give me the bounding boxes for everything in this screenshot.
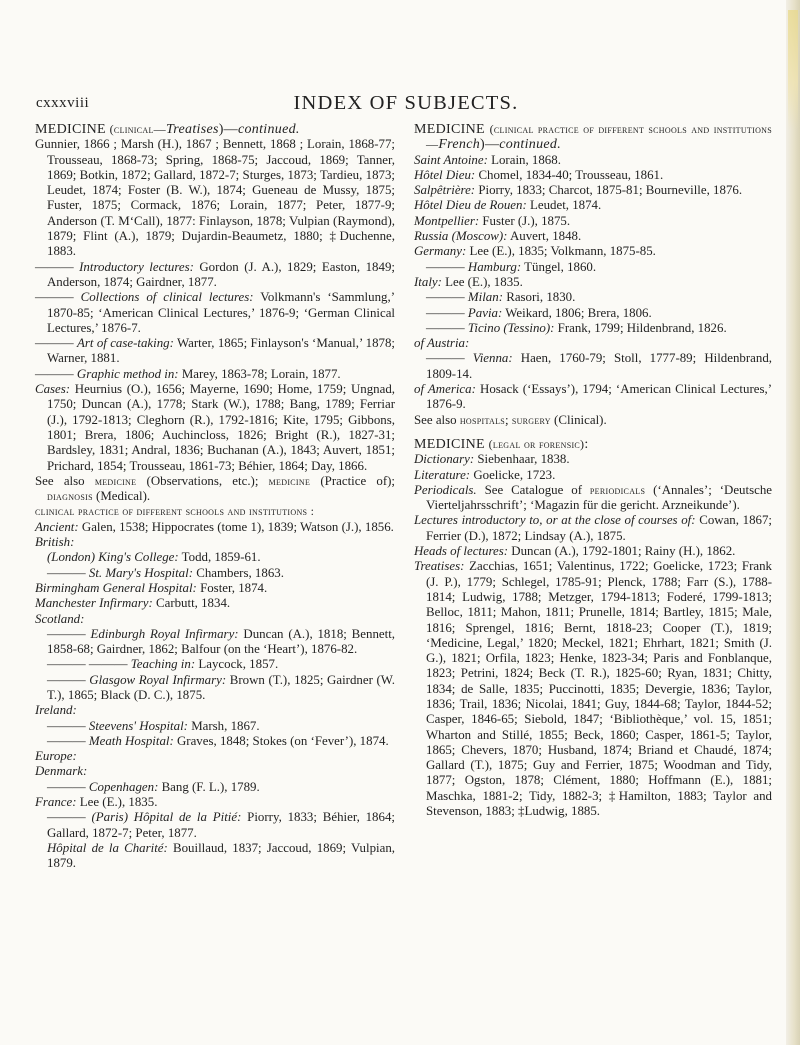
index-entry bbox=[35, 734, 395, 749]
index-entry bbox=[35, 550, 395, 565]
index-entry bbox=[414, 229, 772, 244]
index-term: Manchester Infirmary: bbox=[35, 596, 153, 611]
entry-text: (Medical). bbox=[92, 489, 151, 504]
entry-text: Zacchias, 1651; Valentinus, 1722; Goelicke, 1723; Frank (J. P.), 1779; Schlegel, 1785-91; Plenck, 1788; Farr (S.), 1788-1814; Ludwig, 1788; Metzger, 1794-1813; Foderé, 1799-1813; Belloc, 1811; Mahon, 1811; Prunelle, 1814; Bartley, 1815; Male, 1816; Sprengel, 1816; Bernt, 1818-23; Cooper (T.), 1819; ‘Medicine, Legal,’ 1820; Meckel, 1821; Ehrhart, 1821; Smith (J. G.), 1821; Orfila, 1823; Henke, 1823-34; Paris and Fonblanque, 1823; Petrini, 1824; Beck (T. R.), 1825-60; Ryan, 1831; Chitty, 1834; de Salle, 1835; Puccinotti, 1835; Devergie, 1836; Taylor, 1836; Trail, 1836; Nicolai, 1841; Guy, 1844-68; Taylor, 1844-52; Casper, 1846-65; Siebold, 1847; ‘Bibliothèque,’ vol. 15, 1851; Wharton and Stillé, 1855; Beck, 1860; Casper, 1861-5; Taylor, 1865; Chevers, 1870; Husband, 1874; Briand et Chaudé, 1874; Gallard (T.), 1875; Guy and Ferrier, 1875; Woodman and Tidy, 1877; Ogston, 1878; Clément, 1880; Hoffmann (E.), 1881; Maschka, 1881-2; Tidy, 1882-3; ‡Hamilton, 1883; Taylor and Stevenson, 1883; ‡Ludwig, 1885. bbox=[426, 559, 772, 819]
index-term: Copenhagen: bbox=[88, 779, 159, 794]
index-entry bbox=[414, 452, 772, 467]
index-entry bbox=[35, 703, 395, 718]
entry-text: )— bbox=[218, 122, 238, 137]
entry-text: Gordon (J. A.), 1829; Easton, 1849; Anderson, 1874; Gairdner, 1877. bbox=[47, 259, 395, 289]
index-entry bbox=[35, 367, 395, 382]
index-entry bbox=[414, 483, 772, 514]
index-term: (Paris) Hôpital de la Pitié: bbox=[91, 810, 242, 825]
index-entry bbox=[35, 566, 395, 581]
left-column bbox=[35, 122, 395, 872]
entry-text: Piorry, 1833; Charcot, 1875-81; Bourneville, 1876. bbox=[475, 183, 743, 198]
entry-text: ——— bbox=[35, 366, 77, 381]
entry-text: Laycock, 1857. bbox=[195, 657, 279, 672]
entry-text: Piorry, 1833; Béhier, 1864; Gallard, 1872-7; Peter, 1877. bbox=[47, 810, 395, 840]
index-term: Ancient: bbox=[35, 519, 79, 534]
cross-reference: medicine bbox=[94, 473, 137, 488]
entry-text: Carbutt, 1834. bbox=[152, 596, 231, 611]
entry-text: Haen, 1760-79; Stoll, 1777-89; Hildenbrand, 1809-14. bbox=[426, 351, 772, 381]
index-entry bbox=[35, 780, 395, 795]
index-entry bbox=[35, 260, 395, 291]
index-entry bbox=[414, 306, 772, 321]
index-entry bbox=[414, 513, 772, 544]
index-heading bbox=[414, 437, 772, 452]
cross-reference: periodicals bbox=[589, 482, 646, 497]
index-entry bbox=[35, 795, 395, 810]
index-term: Pavia: bbox=[467, 305, 503, 320]
entry-text: See also bbox=[414, 412, 460, 427]
entry-text: Auvert, 1848. bbox=[507, 229, 582, 244]
cross-reference: (legal or forensic) bbox=[488, 436, 585, 451]
entry-text: Duncan (A.), 1818; Bennett, 1858-68; Gairdner, 1862; Balfour (on the ‘Heart’), 1876-82. bbox=[47, 626, 395, 657]
entry-text: Rasori, 1830. bbox=[503, 290, 576, 305]
entry-text: ——— bbox=[47, 672, 90, 687]
index-term: of America: bbox=[414, 382, 476, 397]
index-entry bbox=[414, 559, 772, 819]
index-term: Hamburg: bbox=[467, 259, 522, 274]
entry-text: Fuster (J.), 1875. bbox=[479, 213, 571, 228]
entry-text: Heurnius (O.), 1656; Mayerne, 1690; Home, 1759; Ungnad, 1750; Duncan (A.), 1778; Stark (W.), 1788; Bang, 1789; Ferriar (J.), 1792-1813; Cleghorn (R.), 1792-1816; Kite, 1795; Gibbons, 1801; Brera, 1806; Auchincloss, 1826; Bright (R.), 1827-31; Bardsley, 1831; Andral, 1836; Buchanan (A.), 1843; Auvert, 1851; Prichard, 1854; Trousseau, 1861-73; Béhier, 1864; Day, 1866. bbox=[47, 382, 395, 473]
index-term: Dictionary: bbox=[414, 452, 475, 467]
page-spine-edge bbox=[786, 0, 800, 1045]
entry-text: Bang (F. L.), 1789. bbox=[158, 779, 260, 794]
entry-text: ——— bbox=[47, 733, 89, 748]
index-entry bbox=[35, 810, 395, 841]
entry-text: Bouillaud, 1837; Jaccoud, 1869; Vulpian, 1879. bbox=[47, 840, 395, 871]
entry-text: Lorain, 1868. bbox=[487, 152, 561, 167]
entry-text: Chambers, 1863. bbox=[193, 565, 284, 580]
index-entry bbox=[35, 520, 395, 535]
entry-text: (‘Annales’; ‘Deutsche Vierteljahrsschrift’; ‘Magazin für die gericht. Arzneikunde’). bbox=[426, 482, 772, 513]
index-term: Denmark: bbox=[35, 764, 88, 779]
entry-text: MEDICINE bbox=[414, 436, 489, 452]
index-entry bbox=[414, 321, 772, 336]
index-term: Steevens' Hospital: bbox=[88, 718, 188, 733]
entry-text: MEDICINE bbox=[35, 122, 110, 137]
entry-text: Chomel, 1834-40; Trousseau, 1861. bbox=[475, 167, 664, 182]
entry-text: : bbox=[584, 436, 589, 452]
index-entry bbox=[414, 468, 772, 483]
entry-text: ——— bbox=[35, 290, 81, 305]
entry-text: Marey, 1863-78; Lorain, 1877. bbox=[178, 366, 341, 381]
entry-text: Lee (E.), 1835. bbox=[441, 274, 523, 289]
entry-text: (Clinical). bbox=[550, 412, 607, 427]
entry-text: ——— bbox=[47, 779, 89, 794]
entry-text: Foster, 1874. bbox=[196, 580, 268, 595]
index-term: Glasgow Royal Infirmary: bbox=[89, 672, 227, 687]
entry-text: Hosack (‘Essays’), 1794; ‘American Clinical Lectures,’ 1876-9. bbox=[426, 382, 772, 412]
index-entry bbox=[35, 382, 395, 474]
index-entry bbox=[35, 749, 395, 764]
entry-text: Graves, 1848; Stokes (on ‘Fever’), 1874. bbox=[173, 733, 389, 748]
entry-text: ——— bbox=[426, 259, 468, 274]
index-term: Germany: bbox=[414, 244, 467, 259]
index-entry bbox=[35, 596, 395, 611]
index-term: Ireland: bbox=[35, 703, 77, 718]
index-term: Ticino (Tessino): bbox=[467, 320, 555, 335]
entry-text: Lee (E.), 1835; Volkmann, 1875-85. bbox=[466, 244, 656, 259]
entry-text: Leudet, 1874. bbox=[526, 198, 602, 213]
index-term: Hôtel Dieu de Rouen: bbox=[414, 198, 527, 213]
entry-text: ——— bbox=[35, 336, 78, 351]
entry-text: Cowan, 1867; Ferrier (D.), 1872; Lindsay (A.), 1875. bbox=[426, 513, 772, 543]
index-entry bbox=[35, 764, 395, 779]
cross-reference: clinical practice of different schools and institutions : bbox=[35, 504, 315, 519]
entry-text: Tüngel, 1860. bbox=[521, 259, 597, 274]
entry-text: Todd, 1859-61. bbox=[178, 550, 261, 565]
entry-text: Galen, 1538; Hippocrates (tome 1), 1839; Watson (J.), 1856. bbox=[78, 519, 394, 534]
index-entry bbox=[35, 290, 395, 336]
index-term: continued. bbox=[499, 137, 562, 153]
entry-text: Goelicke, 1723. bbox=[470, 467, 556, 482]
running-header bbox=[36, 92, 776, 116]
index-entry bbox=[414, 413, 772, 428]
entry-text: (Observations, etc.); bbox=[136, 473, 269, 488]
entry-text: ——— bbox=[426, 305, 468, 320]
entry-text: Gunnier, 1866 ; Marsh (H.), 1867 ; Bennett, 1868 ; Lorain, 1868-77; Trousseau, 1868-73; Spring, 1868-75; Jaccoud, 1869; Tanner, 1869; Botkin, 1872; Gallard, 1872-7; Sturges, 1873; Tardieu, 1873; Leudet, 1874; Foster (B. W.), 1874; Gueneau de Mussy, 1875; Fuster, 1875; Cormack, 1876; Lorain, 1877; Peter, 1877-9; Anderson (T. M‘Call), 1877: Finlayson, 1878; Vulpian (Raymond), 1879; Flint (A.), 1879; Dujardin-Beaumetz, 1880; ‡Duchenne, 1883. bbox=[35, 137, 395, 259]
index-term: St. Mary's Hospital: bbox=[88, 565, 193, 580]
index-entry bbox=[414, 244, 772, 259]
page-title: INDEX OF SUBJECTS. bbox=[293, 92, 519, 114]
index-entry bbox=[35, 336, 395, 367]
index-term: of Austria: bbox=[414, 336, 470, 351]
index-term: (London) King's College: bbox=[47, 550, 179, 565]
index-entry bbox=[414, 260, 772, 275]
index-term: Russia (Moscow): bbox=[414, 229, 508, 244]
index-entry bbox=[414, 214, 772, 229]
section-gap bbox=[414, 428, 772, 437]
entry-text: ——— bbox=[35, 259, 80, 274]
index-term: France: bbox=[35, 795, 77, 810]
index-entry bbox=[414, 153, 772, 168]
index-entry bbox=[35, 719, 395, 734]
entry-text: (Practice of); bbox=[310, 473, 395, 488]
index-entry bbox=[414, 544, 772, 559]
entry-text: ——— bbox=[426, 351, 473, 366]
index-term: Cases: bbox=[35, 382, 71, 397]
entry-text: Lee (E.), 1835. bbox=[76, 795, 158, 810]
index-heading bbox=[414, 122, 772, 153]
index-entry bbox=[35, 612, 395, 627]
entry-text: Marsh, 1867. bbox=[187, 718, 260, 733]
index-term: Milan: bbox=[467, 290, 503, 305]
cross-reference: medicine bbox=[268, 473, 311, 488]
index-term: Scotland: bbox=[35, 611, 85, 626]
index-term: French bbox=[438, 137, 481, 153]
entry-text: ——— bbox=[47, 810, 92, 825]
index-entry bbox=[35, 137, 395, 259]
entry-text: ——— bbox=[47, 718, 89, 733]
index-term: British: bbox=[35, 535, 75, 550]
index-entry bbox=[414, 290, 772, 305]
entry-text: Brown (T.), 1825; Gairdner (W. T.), 1865; Black (D. C.), 1875. bbox=[47, 672, 395, 702]
page-edge-stain bbox=[788, 10, 798, 130]
index-entry bbox=[35, 504, 395, 519]
index-entry bbox=[35, 841, 395, 872]
index-entry bbox=[35, 673, 395, 704]
index-entry bbox=[35, 535, 395, 550]
index-term: Hôtel Dieu: bbox=[414, 167, 476, 182]
index-term: continued. bbox=[237, 122, 300, 137]
entry-text: MEDICINE bbox=[414, 122, 490, 137]
entry-text: Volkmann's ‘Sammlung,’ 1870-85; ‘American Clinical Lectures,’ 1876-9; ‘German Clinical Lectures,’ 1876-7. bbox=[47, 290, 395, 335]
index-entry bbox=[414, 183, 772, 198]
entry-text: Weikard, 1806; Brera, 1806. bbox=[502, 305, 652, 320]
entry-text: ——— bbox=[47, 626, 91, 641]
index-term: Europe: bbox=[35, 749, 77, 764]
index-term: Periodicals. bbox=[414, 482, 477, 497]
index-term: Graphic method in: bbox=[76, 366, 179, 381]
index-term: Montpellier: bbox=[414, 213, 480, 228]
index-entry bbox=[414, 198, 772, 213]
index-term: Treatises bbox=[165, 122, 219, 137]
entry-text: Warter, 1865; Finlayson's ‘Manual,’ 1878; Warner, 1881. bbox=[47, 336, 395, 366]
cross-reference: hospitals bbox=[459, 412, 506, 427]
entry-text: ——— bbox=[47, 565, 89, 580]
entry-text: ——— bbox=[426, 320, 468, 335]
cross-reference: diagnosis bbox=[47, 489, 93, 504]
entry-text: ——— bbox=[426, 290, 468, 305]
index-term: Lectures introductory to, or at the close of courses of: bbox=[414, 513, 696, 528]
entry-text: ; bbox=[505, 412, 512, 427]
index-term: Collections of clinical lectures: bbox=[80, 290, 254, 305]
index-entry bbox=[414, 168, 772, 183]
index-term: Italy: bbox=[414, 274, 442, 289]
index-term: Vienna: bbox=[472, 351, 513, 366]
index-term: Meath Hospital: bbox=[88, 733, 174, 748]
index-term: Literature: bbox=[414, 467, 471, 482]
index-term: Heads of lectures: bbox=[414, 544, 509, 559]
entry-text: See also bbox=[35, 473, 95, 488]
right-column bbox=[414, 122, 772, 819]
index-entry bbox=[35, 657, 395, 672]
cross-reference: (clinical— bbox=[109, 122, 166, 136]
index-entry bbox=[35, 474, 395, 505]
entry-text: See Catalogue of bbox=[476, 482, 590, 497]
entry-text: )— bbox=[480, 137, 500, 153]
index-term: Saint Antoine: bbox=[414, 152, 488, 167]
index-term: Edinburgh Royal Infirmary: bbox=[90, 626, 239, 641]
entry-text: Siebenhaar, 1838. bbox=[474, 452, 570, 467]
page-number: cxxxviii bbox=[36, 95, 90, 111]
index-term: Introductory lectures: bbox=[79, 259, 194, 274]
index-entry bbox=[414, 382, 772, 413]
index-entry bbox=[414, 275, 772, 290]
entry-text: Frank, 1799; Hildenbrand, 1826. bbox=[554, 320, 727, 335]
index-entry bbox=[414, 351, 772, 382]
index-term: Birmingham General Hospital: bbox=[35, 580, 197, 595]
cross-reference: surgery bbox=[511, 412, 551, 427]
index-term: Teaching in: bbox=[130, 657, 196, 672]
index-entry bbox=[35, 627, 395, 658]
entry-text: Duncan (A.), 1792-1801; Rainy (H.), 1862. bbox=[508, 544, 736, 559]
entry-text: ——— ——— bbox=[47, 657, 131, 672]
index-term: Treatises: bbox=[414, 559, 465, 574]
index-heading bbox=[35, 122, 395, 137]
cross-reference: (clinical practice of different schools and institutions— bbox=[426, 122, 772, 152]
index-entry bbox=[414, 336, 772, 351]
index-entry bbox=[35, 581, 395, 596]
index-term: Salpêtrière: bbox=[414, 183, 476, 198]
index-term: Art of case-taking: bbox=[77, 336, 174, 351]
index-term: Hôpital de la Charité: bbox=[47, 840, 168, 855]
